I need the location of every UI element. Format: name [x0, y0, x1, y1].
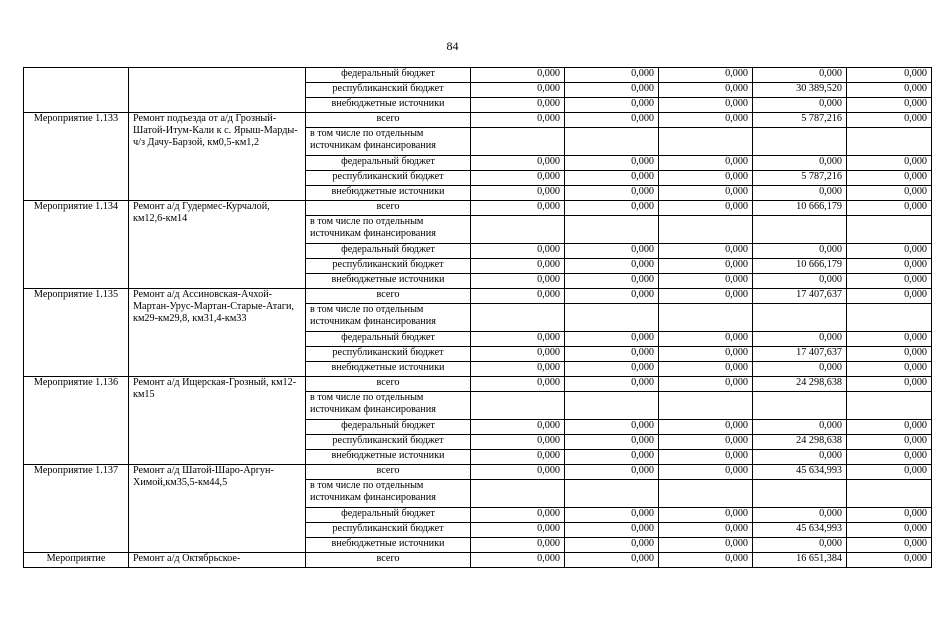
measure-name: Ремонт подъезда от а/д Грозный-Шатой-Итум-Кали к с. Ярыш-Марды-ч/з Дачу-Барзой, км0,5-км1,2 — [129, 113, 306, 201]
amount-cell: 0,000 — [847, 113, 932, 128]
empty-cell — [847, 304, 932, 332]
empty-cell — [659, 128, 753, 156]
amount-cell: 45 634,993 — [753, 523, 847, 538]
amount-cell: 0,000 — [753, 98, 847, 113]
amount-cell: 0,000 — [847, 68, 932, 83]
amount-cell: 0,000 — [565, 508, 659, 523]
measure-code: Мероприятие 1.133 — [24, 113, 129, 201]
amount-cell: 0,000 — [659, 435, 753, 450]
amount-cell: 30 389,520 — [753, 83, 847, 98]
amount-cell: 0,000 — [471, 538, 565, 553]
amount-cell: 0,000 — [847, 289, 932, 304]
amount-cell: 0,000 — [471, 83, 565, 98]
amount-cell: 0,000 — [753, 156, 847, 171]
empty-cell — [847, 128, 932, 156]
source-label: федеральный бюджет — [306, 420, 471, 435]
source-label: внебюджетные источники — [306, 362, 471, 377]
amount-cell: 0,000 — [753, 274, 847, 289]
measure-name: Ремонт а/д Шатой-Шаро-Аргун-Химой,км35,5-км44,5 — [129, 465, 306, 553]
amount-cell: 17 407,637 — [753, 347, 847, 362]
amount-cell: 0,000 — [565, 553, 659, 568]
amount-cell: 0,000 — [753, 420, 847, 435]
empty-cell — [659, 216, 753, 244]
amount-cell: 0,000 — [565, 98, 659, 113]
empty-cell — [659, 392, 753, 420]
source-label: всего — [306, 377, 471, 392]
source-label: внебюджетные источники — [306, 274, 471, 289]
measure-code: Мероприятие 1.135 — [24, 289, 129, 377]
amount-cell: 0,000 — [471, 377, 565, 392]
amount-cell: 0,000 — [659, 362, 753, 377]
empty-cell — [659, 480, 753, 508]
empty-cell — [471, 304, 565, 332]
source-label: внебюджетные источники — [306, 98, 471, 113]
measure-name: Ремонт а/д Гудермес-Курчалой, км12,6-км14 — [129, 201, 306, 289]
source-label: республиканский бюджет — [306, 259, 471, 274]
amount-cell: 0,000 — [565, 186, 659, 201]
source-label: внебюджетные источники — [306, 538, 471, 553]
amount-cell: 0,000 — [471, 289, 565, 304]
source-label: в том числе по отдельным источникам финансирования — [306, 304, 471, 332]
source-label: федеральный бюджет — [306, 508, 471, 523]
amount-cell: 0,000 — [847, 98, 932, 113]
empty-cell — [847, 392, 932, 420]
amount-cell: 0,000 — [565, 83, 659, 98]
amount-cell: 0,000 — [847, 362, 932, 377]
table-row — [24, 465, 932, 480]
amount-cell: 45 634,993 — [753, 465, 847, 480]
source-label: всего — [306, 201, 471, 216]
table-row — [24, 113, 932, 128]
source-label: в том числе по отдельным источникам финансирования — [306, 216, 471, 244]
amount-cell: 0,000 — [471, 186, 565, 201]
amount-cell: 0,000 — [565, 274, 659, 289]
amount-cell: 0,000 — [471, 259, 565, 274]
empty-cell — [753, 392, 847, 420]
amount-cell: 0,000 — [565, 156, 659, 171]
empty-cell — [565, 216, 659, 244]
amount-cell: 0,000 — [471, 68, 565, 83]
financing-table — [23, 67, 932, 568]
measure-code-cell — [24, 68, 129, 113]
amount-cell: 0,000 — [753, 538, 847, 553]
amount-cell: 0,000 — [471, 98, 565, 113]
source-label: федеральный бюджет — [306, 156, 471, 171]
amount-cell: 0,000 — [565, 244, 659, 259]
source-label: республиканский бюджет — [306, 347, 471, 362]
empty-cell — [565, 128, 659, 156]
source-label: федеральный бюджет — [306, 68, 471, 83]
table-row — [24, 68, 932, 83]
amount-cell: 0,000 — [753, 244, 847, 259]
amount-cell: 0,000 — [659, 274, 753, 289]
amount-cell: 24 298,638 — [753, 435, 847, 450]
amount-cell: 0,000 — [659, 156, 753, 171]
source-label: всего — [306, 289, 471, 304]
amount-cell: 0,000 — [847, 274, 932, 289]
amount-cell: 0,000 — [847, 347, 932, 362]
amount-cell: 5 787,216 — [753, 113, 847, 128]
measure-code: Мероприятие 1.134 — [24, 201, 129, 289]
amount-cell: 0,000 — [565, 201, 659, 216]
amount-cell: 0,000 — [753, 186, 847, 201]
amount-cell: 0,000 — [847, 508, 932, 523]
amount-cell: 0,000 — [659, 553, 753, 568]
empty-cell — [565, 480, 659, 508]
empty-cell — [753, 480, 847, 508]
amount-cell: 0,000 — [659, 98, 753, 113]
amount-cell: 0,000 — [471, 465, 565, 480]
amount-cell: 24 298,638 — [753, 377, 847, 392]
amount-cell: 0,000 — [847, 244, 932, 259]
amount-cell: 0,000 — [471, 171, 565, 186]
amount-cell: 10 666,179 — [753, 259, 847, 274]
source-label: в том числе по отдельным источникам финансирования — [306, 128, 471, 156]
amount-cell: 0,000 — [847, 201, 932, 216]
amount-cell: 0,000 — [565, 362, 659, 377]
amount-cell: 0,000 — [847, 377, 932, 392]
amount-cell: 0,000 — [565, 347, 659, 362]
source-label: республиканский бюджет — [306, 435, 471, 450]
amount-cell: 0,000 — [847, 465, 932, 480]
amount-cell: 17 407,637 — [753, 289, 847, 304]
amount-cell: 0,000 — [565, 465, 659, 480]
amount-cell: 0,000 — [659, 244, 753, 259]
amount-cell: 0,000 — [753, 332, 847, 347]
table-row — [24, 377, 932, 392]
amount-cell: 0,000 — [847, 83, 932, 98]
amount-cell: 0,000 — [565, 435, 659, 450]
amount-cell: 0,000 — [847, 171, 932, 186]
amount-cell: 0,000 — [659, 113, 753, 128]
empty-cell — [471, 392, 565, 420]
amount-cell: 0,000 — [847, 538, 932, 553]
empty-cell — [565, 304, 659, 332]
amount-cell: 0,000 — [565, 420, 659, 435]
source-label: республиканский бюджет — [306, 523, 471, 538]
amount-cell: 0,000 — [659, 289, 753, 304]
amount-cell: 0,000 — [659, 450, 753, 465]
amount-cell: 0,000 — [659, 259, 753, 274]
measure-code: Мероприятие 1.137 — [24, 465, 129, 553]
amount-cell: 0,000 — [847, 259, 932, 274]
amount-cell: 0,000 — [471, 274, 565, 289]
source-label: внебюджетные источники — [306, 186, 471, 201]
source-label: в том числе по отдельным источникам финансирования — [306, 480, 471, 508]
amount-cell: 0,000 — [471, 347, 565, 362]
amount-cell: 0,000 — [753, 450, 847, 465]
amount-cell: 0,000 — [565, 113, 659, 128]
empty-cell — [753, 304, 847, 332]
amount-cell: 0,000 — [847, 332, 932, 347]
amount-cell: 0,000 — [659, 332, 753, 347]
amount-cell: 0,000 — [847, 435, 932, 450]
amount-cell: 0,000 — [471, 113, 565, 128]
page-number: 84 — [446, 39, 459, 53]
amount-cell: 0,000 — [471, 244, 565, 259]
amount-cell: 0,000 — [659, 538, 753, 553]
source-label: федеральный бюджет — [306, 332, 471, 347]
amount-cell: 0,000 — [565, 259, 659, 274]
amount-cell: 0,000 — [659, 420, 753, 435]
amount-cell: 0,000 — [659, 347, 753, 362]
amount-cell: 0,000 — [471, 435, 565, 450]
table-row — [24, 289, 932, 304]
amount-cell: 0,000 — [659, 465, 753, 480]
amount-cell: 0,000 — [471, 201, 565, 216]
empty-cell — [471, 216, 565, 244]
amount-cell: 0,000 — [847, 420, 932, 435]
amount-cell: 0,000 — [565, 68, 659, 83]
empty-cell — [471, 128, 565, 156]
amount-cell: 0,000 — [659, 377, 753, 392]
table-row — [24, 553, 932, 568]
amount-cell: 0,000 — [565, 332, 659, 347]
empty-cell — [471, 480, 565, 508]
amount-cell: 0,000 — [659, 171, 753, 186]
amount-cell: 0,000 — [753, 362, 847, 377]
amount-cell: 0,000 — [471, 508, 565, 523]
source-label: федеральный бюджет — [306, 244, 471, 259]
amount-cell: 0,000 — [471, 156, 565, 171]
amount-cell: 0,000 — [753, 508, 847, 523]
amount-cell: 0,000 — [565, 523, 659, 538]
amount-cell: 0,000 — [565, 289, 659, 304]
amount-cell: 0,000 — [659, 83, 753, 98]
measure-name: Ремонт а/д Ассиновская-Ачхой-Мартан-Урус-Мартан-Старые-Атаги, км29-км29,8, км31,4-км33 — [129, 289, 306, 377]
empty-cell — [753, 216, 847, 244]
amount-cell: 16 651,384 — [753, 553, 847, 568]
amount-cell: 0,000 — [565, 538, 659, 553]
source-label: в том числе по отдельным источникам финансирования — [306, 392, 471, 420]
measure-name: Ремонт а/д Октябрьское- — [129, 553, 306, 568]
measure-name-cell — [129, 68, 306, 113]
empty-cell — [565, 392, 659, 420]
source-label: всего — [306, 465, 471, 480]
amount-cell: 0,000 — [847, 553, 932, 568]
amount-cell: 0,000 — [565, 450, 659, 465]
source-label: республиканский бюджет — [306, 83, 471, 98]
amount-cell: 0,000 — [847, 523, 932, 538]
amount-cell: 0,000 — [659, 201, 753, 216]
amount-cell: 5 787,216 — [753, 171, 847, 186]
table-row — [24, 201, 932, 216]
empty-cell — [659, 304, 753, 332]
source-label: республиканский бюджет — [306, 171, 471, 186]
source-label: всего — [306, 553, 471, 568]
source-label: внебюджетные источники — [306, 450, 471, 465]
amount-cell: 0,000 — [659, 186, 753, 201]
source-label: всего — [306, 113, 471, 128]
empty-cell — [847, 480, 932, 508]
measure-code: Мероприятие 1.136 — [24, 377, 129, 465]
measure-code: Мероприятие — [24, 553, 129, 568]
amount-cell: 0,000 — [659, 68, 753, 83]
amount-cell: 10 666,179 — [753, 201, 847, 216]
amount-cell: 0,000 — [471, 420, 565, 435]
amount-cell: 0,000 — [847, 450, 932, 465]
amount-cell: 0,000 — [565, 171, 659, 186]
amount-cell: 0,000 — [847, 156, 932, 171]
amount-cell: 0,000 — [471, 450, 565, 465]
amount-cell: 0,000 — [471, 332, 565, 347]
amount-cell: 0,000 — [471, 553, 565, 568]
amount-cell: 0,000 — [659, 508, 753, 523]
amount-cell: 0,000 — [565, 377, 659, 392]
amount-cell: 0,000 — [659, 523, 753, 538]
measure-name: Ремонт а/д Ищерская-Грозный, км12-км15 — [129, 377, 306, 465]
empty-cell — [753, 128, 847, 156]
empty-cell — [847, 216, 932, 244]
amount-cell: 0,000 — [753, 68, 847, 83]
amount-cell: 0,000 — [847, 186, 932, 201]
amount-cell: 0,000 — [471, 362, 565, 377]
amount-cell: 0,000 — [471, 523, 565, 538]
